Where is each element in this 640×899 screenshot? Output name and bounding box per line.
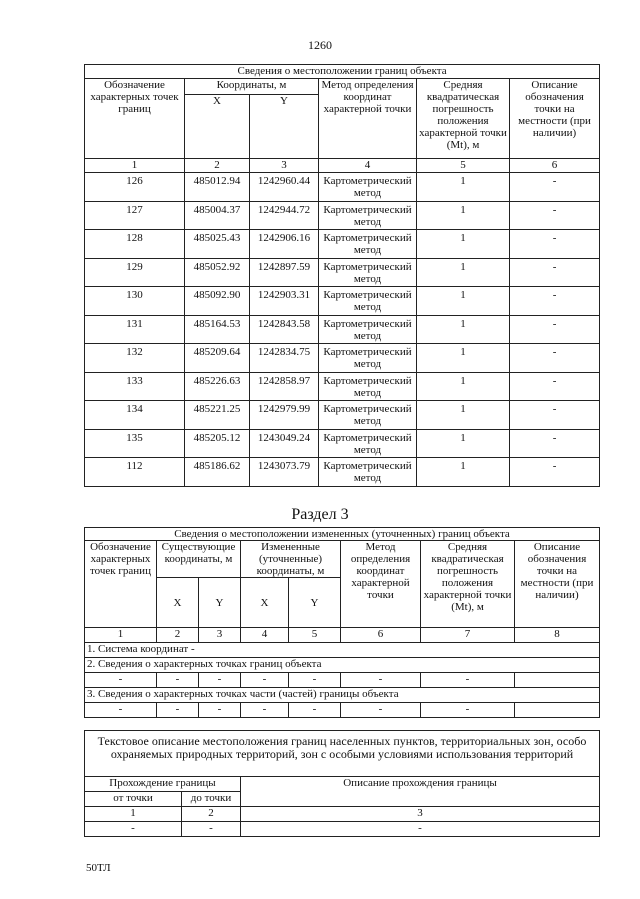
header-y: Y <box>289 578 341 628</box>
header-x: X <box>241 578 289 628</box>
table-title: Сведения о местоположении границ объекта <box>85 65 600 79</box>
table-row <box>85 315 600 344</box>
header-changed: Измененные (уточненные) координаты, м <box>241 541 341 578</box>
cell-method: Картометрический метод <box>319 344 417 373</box>
cell-method: Картометрический метод <box>319 372 417 401</box>
table-row <box>85 287 600 316</box>
table-row <box>85 344 600 373</box>
dash-cell: - <box>241 703 289 718</box>
col-num: 1 <box>85 807 182 822</box>
cell-mt: 1 <box>417 401 510 430</box>
cell-point: 127 <box>85 201 185 230</box>
dash-cell: - <box>341 673 421 688</box>
header-coords: Координаты, м <box>185 79 319 95</box>
header-error: Средняя квадратическая погрешность положения характерной точки (Mt), м <box>421 541 515 628</box>
cell-point: 129 <box>85 258 185 287</box>
parts-empty-row <box>85 703 600 718</box>
text-description-table <box>84 730 600 837</box>
cell-y: 1242903.31 <box>250 287 319 316</box>
cell-x: 485012.94 <box>185 173 250 202</box>
cell-y: 1242843.58 <box>250 315 319 344</box>
dash-cell: - <box>241 673 289 688</box>
cell-point: 135 <box>85 429 185 458</box>
points-empty-row <box>85 673 600 688</box>
cell-desc: - <box>510 173 600 202</box>
dash-cell: - <box>157 703 199 718</box>
cell-method: Картометрический метод <box>319 258 417 287</box>
cell-x: 485205.12 <box>185 429 250 458</box>
cell-mt: 1 <box>417 429 510 458</box>
section-heading: Раздел 3 <box>291 506 349 523</box>
cell-point: 128 <box>85 230 185 259</box>
dash-cell: - <box>85 822 182 837</box>
col-num: 6 <box>510 159 600 173</box>
column-numbers-row <box>85 807 600 822</box>
cell-mt: 1 <box>417 230 510 259</box>
footer-code: 50ТЛ <box>86 862 111 874</box>
cell-y: 1242858.97 <box>250 372 319 401</box>
cell-mt: 1 <box>417 201 510 230</box>
header-method: Метод определения координат характерной точки <box>341 541 421 628</box>
cell-y: 1242906.16 <box>250 230 319 259</box>
header-designation: Обозначение характерных точек границ <box>85 541 157 628</box>
col-num: 5 <box>417 159 510 173</box>
header-to-point: до точки <box>182 792 241 807</box>
boundary-points-table <box>84 64 600 487</box>
cell-desc: - <box>510 287 600 316</box>
col-num: 5 <box>289 628 341 643</box>
col-num: 4 <box>319 159 417 173</box>
cell-method: Картометрический метод <box>319 401 417 430</box>
col-num: 1 <box>85 628 157 643</box>
empty-row <box>85 822 600 837</box>
cell-y: 1242834.75 <box>250 344 319 373</box>
cell-y: 1242897.59 <box>250 258 319 287</box>
dash-cell: - <box>289 703 341 718</box>
cell-x: 485004.37 <box>185 201 250 230</box>
col-num: 6 <box>341 628 421 643</box>
cell-point: 131 <box>85 315 185 344</box>
dash-cell <box>515 673 600 688</box>
changed-boundaries-table <box>84 527 600 718</box>
column-numbers-row <box>85 628 600 643</box>
cell-point: 133 <box>85 372 185 401</box>
cell-method: Картометрический метод <box>319 315 417 344</box>
table-row <box>85 372 600 401</box>
cell-mt: 1 <box>417 173 510 202</box>
cell-mt: 1 <box>417 372 510 401</box>
cell-x: 485209.64 <box>185 344 250 373</box>
cell-x: 485164.53 <box>185 315 250 344</box>
cell-y: 1242979.99 <box>250 401 319 430</box>
header-passage: Прохождение границы <box>85 777 241 792</box>
table-row <box>85 201 600 230</box>
cell-method: Картометрический метод <box>319 458 417 487</box>
dash-cell: - <box>421 703 515 718</box>
header-description: Описание обозначения точки на местности (при наличии) <box>515 541 600 628</box>
header-designation: Обозначение характерных точек границ <box>85 79 185 159</box>
cell-y: 1242944.72 <box>250 201 319 230</box>
col-num: 4 <box>241 628 289 643</box>
cell-x: 485186.62 <box>185 458 250 487</box>
header-x: X <box>157 578 199 628</box>
header-error: Средняя квадратическая погрешность положения характерной точки (Mt), м <box>417 79 510 159</box>
points-section-label: 2. Сведения о характерных точках границ объекта <box>85 658 600 673</box>
dash-cell: - <box>85 703 157 718</box>
header-y: Y <box>250 95 319 159</box>
cell-mt: 1 <box>417 315 510 344</box>
cell-method: Картометрический метод <box>319 173 417 202</box>
page-number: 1260 <box>308 38 332 52</box>
dash-cell: - <box>182 822 241 837</box>
header-existing: Существующие координаты, м <box>157 541 241 578</box>
dash-cell: - <box>241 822 600 837</box>
cell-x: 485092.90 <box>185 287 250 316</box>
cell-desc: - <box>510 258 600 287</box>
cell-desc: - <box>510 372 600 401</box>
cell-point: 112 <box>85 458 185 487</box>
cell-y: 1242960.44 <box>250 173 319 202</box>
coord-system-row: 1. Система координат - <box>85 643 600 658</box>
col-num: 3 <box>241 807 600 822</box>
dash-cell <box>515 703 600 718</box>
cell-method: Картометрический метод <box>319 230 417 259</box>
cell-x: 485052.92 <box>185 258 250 287</box>
cell-mt: 1 <box>417 258 510 287</box>
dash-cell: - <box>85 673 157 688</box>
header-y: Y <box>199 578 241 628</box>
col-num: 7 <box>421 628 515 643</box>
cell-point: 130 <box>85 287 185 316</box>
header-method: Метод определения координат характерной точки <box>319 79 417 159</box>
cell-desc: - <box>510 315 600 344</box>
cell-point: 126 <box>85 173 185 202</box>
header-description: Описание обозначения точки на местности (при наличии) <box>510 79 600 159</box>
table-title: Сведения о местоположении измененных (уточненных) границ объекта <box>85 528 600 541</box>
table-row <box>85 258 600 287</box>
cell-desc: - <box>510 201 600 230</box>
cell-x: 485226.63 <box>185 372 250 401</box>
cell-mt: 1 <box>417 458 510 487</box>
dash-cell: - <box>199 673 241 688</box>
dash-cell: - <box>289 673 341 688</box>
col-num: 1 <box>85 159 185 173</box>
col-num: 2 <box>182 807 241 822</box>
dash-cell: - <box>199 703 241 718</box>
cell-desc: - <box>510 401 600 430</box>
table-row <box>85 458 600 487</box>
dash-cell: - <box>157 673 199 688</box>
cell-desc: - <box>510 230 600 259</box>
dash-cell: - <box>421 673 515 688</box>
cell-y: 1243073.79 <box>250 458 319 487</box>
dash-cell: - <box>341 703 421 718</box>
cell-desc: - <box>510 429 600 458</box>
column-numbers-row <box>85 159 600 173</box>
header-passage-desc: Описание прохождения границы <box>241 777 600 807</box>
table-row <box>85 429 600 458</box>
table-row <box>85 401 600 430</box>
table-row <box>85 230 600 259</box>
cell-method: Картометрический метод <box>319 287 417 316</box>
col-num: 8 <box>515 628 600 643</box>
col-num: 2 <box>157 628 199 643</box>
col-num: 3 <box>199 628 241 643</box>
cell-method: Картометрический метод <box>319 201 417 230</box>
col-num: 2 <box>185 159 250 173</box>
cell-point: 132 <box>85 344 185 373</box>
table-row <box>85 173 600 202</box>
header-from-point: от точки <box>85 792 182 807</box>
col-num: 3 <box>250 159 319 173</box>
cell-method: Картометрический метод <box>319 429 417 458</box>
cell-desc: - <box>510 458 600 487</box>
cell-mt: 1 <box>417 287 510 316</box>
cell-point: 134 <box>85 401 185 430</box>
cell-x: 485221.25 <box>185 401 250 430</box>
cell-mt: 1 <box>417 344 510 373</box>
parts-section-label: 3. Сведения о характерных точках части (частей) границы объекта <box>85 688 600 703</box>
cell-desc: - <box>510 344 600 373</box>
text-description-title: Текстовое описание местоположения границ населенных пунктов, территориальных зон, особо охраняемых природных территорий, зон с особыми условиями использования территорий <box>85 731 600 777</box>
cell-y: 1243049.24 <box>250 429 319 458</box>
header-x: X <box>185 95 250 159</box>
cell-x: 485025.43 <box>185 230 250 259</box>
